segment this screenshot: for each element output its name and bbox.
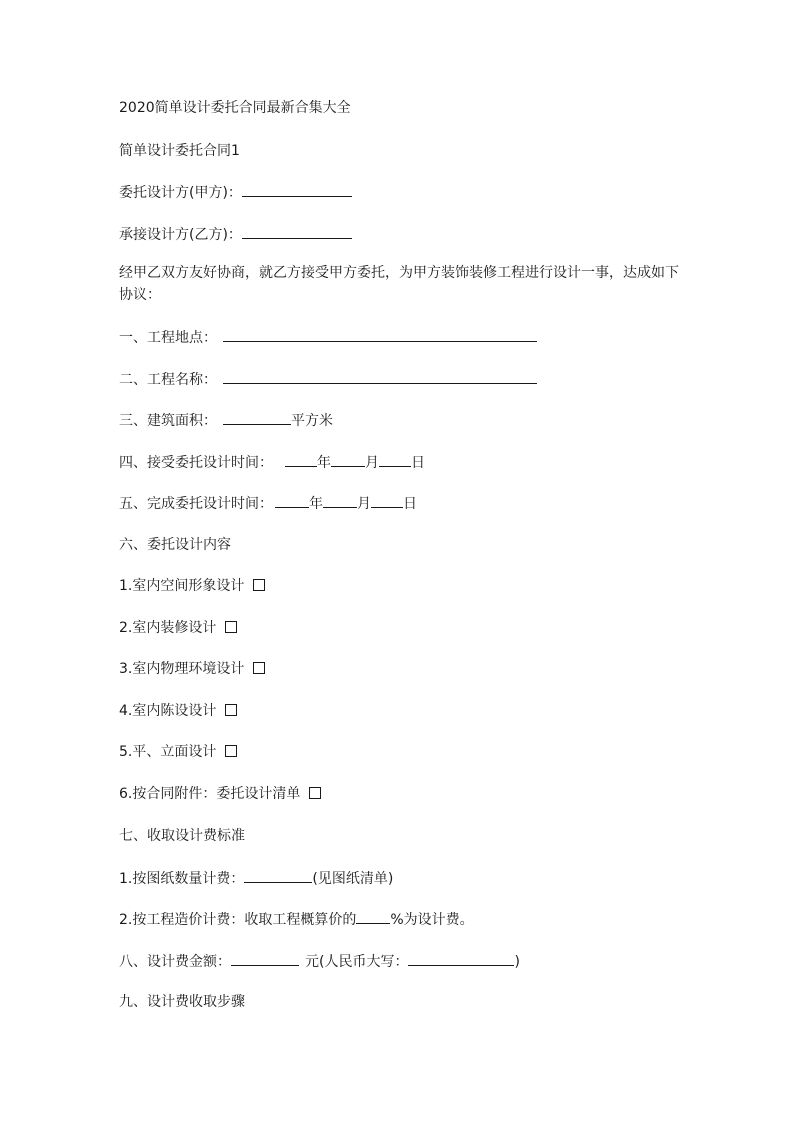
- fee-by-cost-label: 2.按工程造价计费：收取工程概算价的: [119, 912, 357, 928]
- checkbox-icon[interactable]: [253, 662, 265, 674]
- fee-by-cost-row: [119, 909, 474, 930]
- accept-year-label: 年: [317, 455, 331, 471]
- design-item-row: [119, 618, 237, 638]
- fee-by-drawings-row: [119, 868, 393, 889]
- project-location-blank[interactable]: [223, 327, 537, 342]
- design-item-row: [119, 742, 237, 762]
- project-location-label: 一、工程地点：: [119, 330, 217, 346]
- finish-day-blank[interactable]: [371, 493, 403, 508]
- fee-steps-heading: 九、设计费收取步骤: [119, 994, 245, 1010]
- checkbox-icon[interactable]: [253, 579, 265, 591]
- document-title: 2020简单设计委托合同最新合集大全: [119, 100, 351, 116]
- design-item-label: 1.室内空间形象设计: [119, 578, 245, 594]
- fee-by-cost-suffix: %为设计费。: [390, 912, 474, 928]
- fee-percent-blank[interactable]: [356, 909, 390, 924]
- fee-amount-label: 八、设计费金额：: [119, 954, 231, 970]
- design-item-row: [119, 659, 265, 679]
- finish-year-blank[interactable]: [275, 493, 309, 508]
- project-name-row: [119, 369, 537, 390]
- finish-year-label: 年: [309, 496, 323, 512]
- party-b-label: 承接设计方(乙方)：: [119, 227, 242, 243]
- contract-subtitle: 简单设计委托合同1: [119, 143, 240, 159]
- design-item-row: [119, 576, 265, 596]
- intro-paragraph: 经甲乙双方友好协商，就乙方接受甲方委托，为甲方装饰装修工程进行设计一事，达成如下协议：: [119, 265, 679, 303]
- finish-month-blank[interactable]: [323, 493, 357, 508]
- project-name-blank[interactable]: [223, 369, 537, 384]
- fee-amount-rmb-label: 元(人民币大写：: [305, 954, 409, 970]
- checkbox-icon[interactable]: [225, 704, 237, 716]
- checkbox-icon[interactable]: [309, 787, 321, 799]
- design-item-label: 4.室内陈设设计: [119, 703, 217, 719]
- finish-day-label: 日: [403, 496, 417, 512]
- building-area-unit: 平方米: [291, 413, 333, 429]
- accept-time-label: 四、接受委托设计时间：: [119, 455, 273, 471]
- building-area-blank[interactable]: [223, 410, 291, 425]
- fee-by-drawings-label: 1.按图纸数量计费：: [119, 871, 245, 887]
- finish-time-row: [119, 493, 417, 514]
- project-location-row: [119, 327, 537, 348]
- finish-month-label: 月: [357, 496, 371, 512]
- accept-time-row: [119, 452, 425, 473]
- project-name-label: 二、工程名称：: [119, 372, 217, 388]
- fee-by-drawings-blank[interactable]: [244, 868, 312, 883]
- fee-amount-blank[interactable]: [231, 951, 299, 966]
- design-item-label: 3.室内物理环境设计: [119, 661, 245, 677]
- fee-amount-rmb-blank[interactable]: [408, 951, 514, 966]
- checkbox-icon[interactable]: [225, 745, 237, 757]
- building-area-row: [119, 410, 333, 431]
- accept-month-blank[interactable]: [331, 452, 365, 467]
- fee-amount-row: [119, 951, 520, 972]
- party-b-row: [119, 224, 352, 245]
- finish-time-label: 五、完成委托设计时间：: [119, 496, 273, 512]
- building-area-label: 三、建筑面积：: [119, 413, 217, 429]
- design-item-row: [119, 784, 321, 804]
- fee-amount-close: ): [514, 954, 520, 970]
- party-a-label: 委托设计方(甲方)：: [119, 185, 242, 201]
- accept-year-blank[interactable]: [285, 452, 317, 467]
- accept-day-label: 日: [411, 455, 425, 471]
- design-item-row: [119, 701, 237, 721]
- fee-standard-heading: 七、收取设计费标准: [119, 828, 245, 844]
- design-content-heading: 六、委托设计内容: [119, 537, 231, 553]
- fee-by-drawings-note: (见图纸清单): [312, 871, 394, 887]
- party-a-blank[interactable]: [242, 182, 352, 197]
- accept-day-blank[interactable]: [379, 452, 411, 467]
- design-item-label: 5.平、立面设计: [119, 744, 217, 760]
- design-item-label: 6.按合同附件：委托设计清单: [119, 786, 301, 802]
- checkbox-icon[interactable]: [225, 621, 237, 633]
- party-b-blank[interactable]: [242, 224, 352, 239]
- design-item-label: 2.室内装修设计: [119, 620, 217, 636]
- accept-month-label: 月: [365, 455, 379, 471]
- party-a-row: [119, 182, 352, 203]
